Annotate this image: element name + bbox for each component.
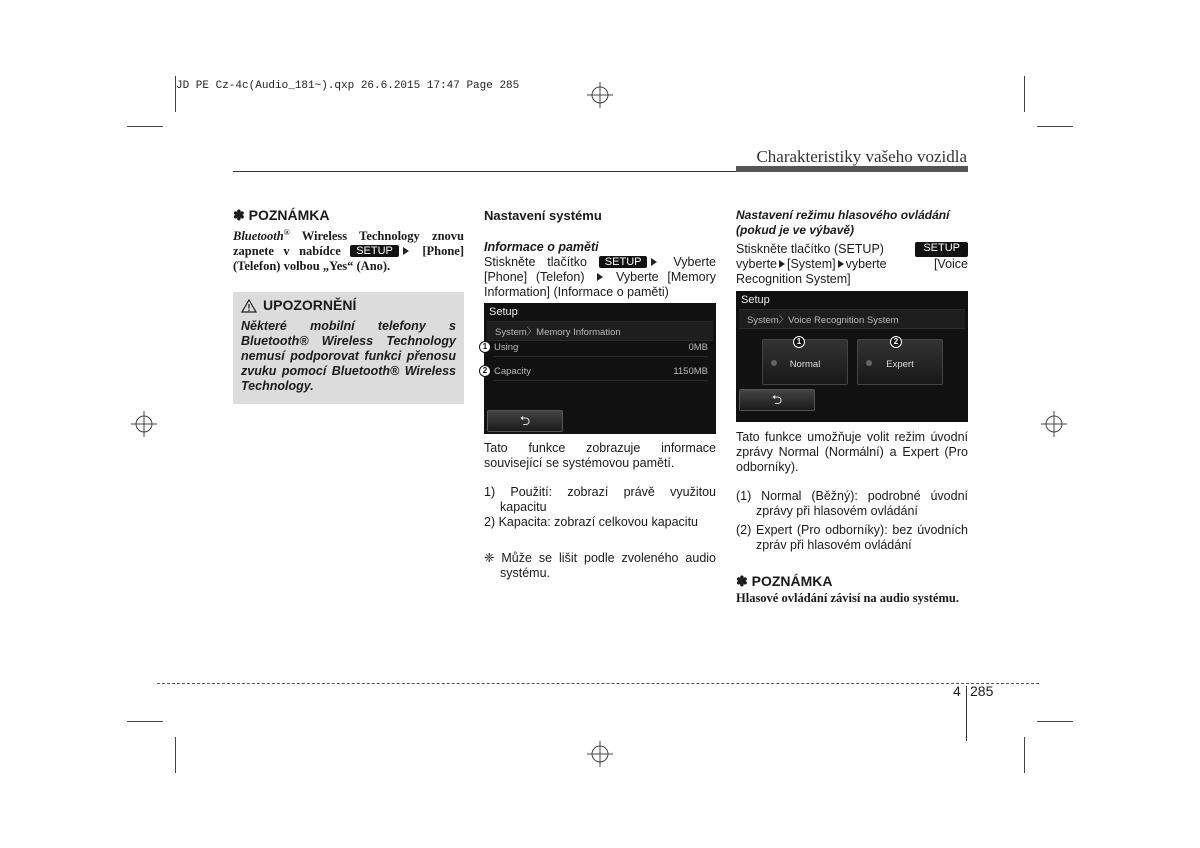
instructions (736, 242, 968, 287)
back-button[interactable]: ⮌ (487, 410, 563, 432)
caution-box (233, 292, 464, 404)
page-number-divider (966, 686, 967, 741)
list-item: (2) Expert (Pro odborníky): bez úvodních zpráv při hlasovém ovládání (736, 523, 968, 552)
page-header-title: Charakteristiky vašeho vozidla (756, 147, 967, 166)
instr-text: Vyberte [Memory Information] (Informace o paměti) (484, 270, 716, 299)
instr-line (736, 257, 968, 287)
option-label: Expert (886, 359, 914, 370)
page-number: 285 (970, 683, 994, 699)
crop-mark (175, 737, 176, 773)
warning-icon (241, 299, 257, 313)
screen-breadcrumb: System〉Memory Information (487, 321, 713, 341)
row-label: Capacity (494, 365, 531, 377)
subsection-title: Informace o paměti (484, 240, 599, 254)
section-title: Nastavení režimu hlasového ovládání (pokud je ve výbavě) (736, 208, 950, 237)
option-label: Normal (789, 359, 821, 370)
chapter-number: 4 (953, 683, 961, 699)
arrow-right-icon (597, 273, 603, 281)
setup-key: SETUP (350, 245, 399, 257)
section-title: Nastavení systému (484, 208, 602, 223)
crop-mark (1037, 721, 1073, 722)
instr-line (736, 242, 968, 257)
registration-mark-icon (131, 411, 157, 437)
instr-text: [System] (787, 257, 836, 271)
callout-1: 1 (793, 336, 805, 348)
mode-list (736, 489, 968, 553)
instr-text: vyberte [Voice Recognition System] (736, 257, 968, 286)
list-item: (1) Normal (Běžný): podrobné úvodní zprávy při hlasovém ovládání (736, 489, 968, 518)
footnote: ❈ Může se lišit podle zvoleného audio systému. (484, 551, 716, 580)
note-title: ✽ POZNÁMKA (233, 207, 330, 223)
note-reg: ® (283, 228, 290, 237)
arrow-right-icon (838, 260, 844, 268)
setup-key: SETUP (599, 256, 648, 268)
instr-text: Stiskněte tlačítko (484, 255, 599, 269)
crop-mark (127, 126, 163, 127)
list-item: 1) Použití: zobrazí právě využitou kapacitu (484, 485, 716, 514)
crop-mark (127, 721, 163, 722)
info-list (484, 485, 716, 530)
screen-title: Setup (489, 306, 518, 318)
note-text-b: [Phone] (Telefon) volbou „Yes“ (Ano). (233, 244, 464, 274)
back-button[interactable]: ⮌ (739, 389, 815, 411)
crop-mark (1024, 76, 1025, 112)
header-bar (736, 166, 968, 172)
memory-row-capacity (494, 362, 708, 381)
row-value: 1150MB (673, 365, 708, 377)
screen-breadcrumb: System〉Voice Recognition System (739, 309, 965, 329)
memory-row-using (494, 338, 708, 357)
instr-text: vyberte (736, 257, 777, 271)
voice-recognition-screen (736, 291, 968, 422)
note-text: Hlasové ovládání závisí na audio systému. (736, 591, 959, 605)
row-value: 0MB (688, 341, 708, 353)
instr-text: Vyberte [Phone] (Telefon) (484, 255, 716, 284)
print-slug: JD PE Cz-4c(Audio_181~).qxp 26.6.2015 17:47 Page 285 (176, 80, 520, 92)
registration-mark-icon (587, 82, 613, 108)
column-left (233, 208, 464, 404)
arrow-right-icon (403, 247, 409, 255)
caution-text: Některé mobilní telefony s Bluetooth® Wireless Technology nemusí podporovat funkci přenosu zvuku pomocí Bluetooth® Wireless Technology. (241, 319, 456, 394)
callout-2: 2 (890, 336, 902, 348)
screen-title: Setup (741, 294, 770, 306)
footer-dashed-rule (157, 683, 1039, 684)
caution-header (241, 298, 456, 313)
description: Tato funkce zobrazuje informace související se systémovou pamětí. (484, 441, 716, 470)
memory-info-screen (484, 303, 716, 434)
note-italic: Bluetooth (233, 229, 284, 244)
note-title: ✽ POZNÁMKA (736, 573, 833, 589)
caution-title: UPOZORNĚNÍ (263, 297, 357, 314)
column-middle (484, 208, 716, 581)
option-normal[interactable] (762, 339, 848, 385)
description: Tato funkce umožňuje volit režim úvodní zprávy Normal (Normální) a Expert (Pro odborníky). (736, 430, 968, 474)
instructions (484, 255, 716, 300)
instr-text: Stiskněte tlačítko (SETUP) (736, 242, 884, 256)
crop-mark (1024, 737, 1025, 773)
note-text (233, 225, 464, 274)
setup-key: SETUP (915, 242, 968, 257)
registration-mark-icon (1041, 411, 1067, 437)
note-text-a: Wireless Technology znovu zapnete v nabídce (233, 229, 464, 259)
arrow-right-icon (779, 260, 785, 268)
registration-mark-icon (587, 741, 613, 767)
arrow-right-icon (651, 258, 657, 266)
list-item: 2) Kapacita: zobrazí celkovou kapacitu (484, 515, 699, 529)
crop-mark (1037, 126, 1073, 127)
callout-2: 2 (479, 365, 491, 377)
callout-1: 1 (479, 341, 491, 353)
row-label: Using (494, 341, 519, 353)
column-right (736, 208, 968, 606)
